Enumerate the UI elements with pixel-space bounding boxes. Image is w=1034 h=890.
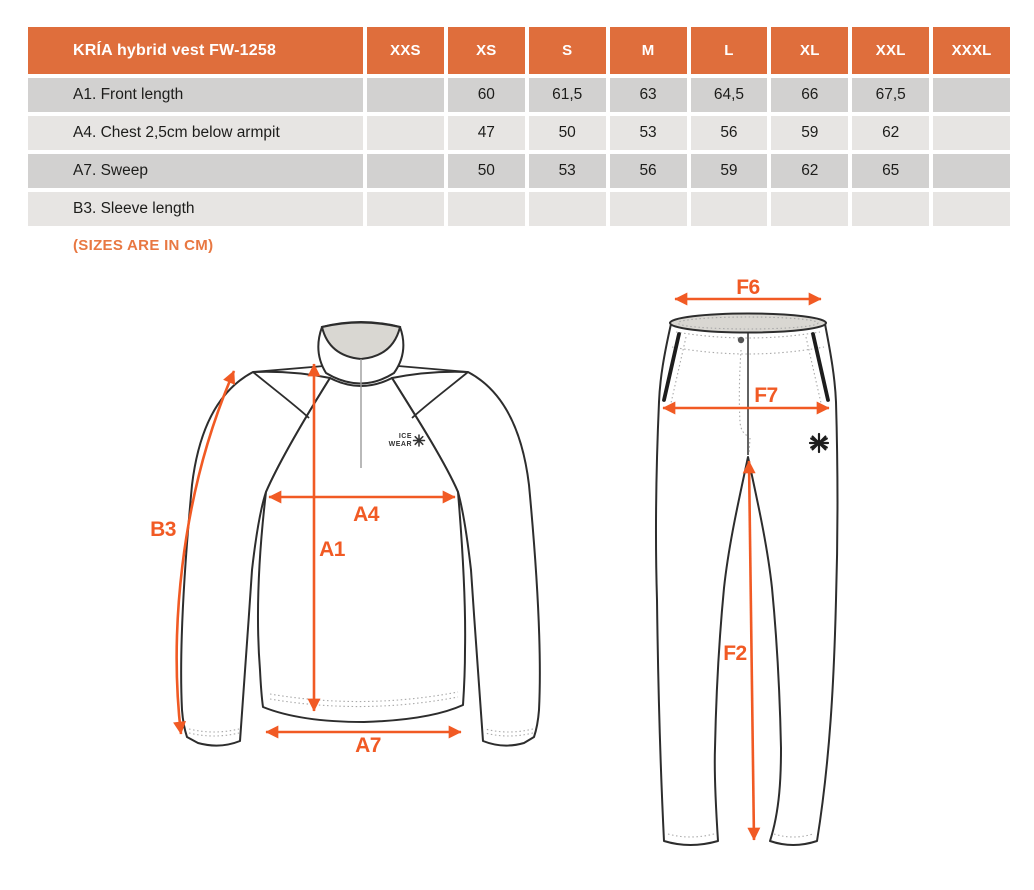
size-value-cell: [933, 154, 1010, 188]
size-value-cell: 60: [448, 78, 525, 112]
pants-drawing: [656, 276, 838, 845]
size-value-cell: [933, 192, 1010, 226]
size-column-header-xxl: XXL: [852, 27, 929, 74]
a4-label: A4: [353, 503, 379, 526]
f7-label: F7: [754, 384, 778, 407]
size-value-cell: [367, 154, 444, 188]
size-value-cell: [691, 192, 768, 226]
right-shoulder-seam: [398, 366, 468, 372]
size-value-cell: 61,5: [529, 78, 606, 112]
size-column-header-l: L: [691, 27, 768, 74]
size-value-cell: [367, 192, 444, 226]
snowflake-logo: [810, 434, 828, 452]
size-value-cell: [367, 78, 444, 112]
size-column-header-xl: XL: [771, 27, 848, 74]
size-value-cell: 62: [771, 154, 848, 188]
waist-button: [738, 337, 744, 343]
size-column-header-m: M: [610, 27, 687, 74]
row-label: B3. Sleeve length: [28, 192, 363, 226]
size-value-cell: [610, 192, 687, 226]
size-value-cell: 50: [529, 116, 606, 150]
size-value-cell: [529, 192, 606, 226]
units-note: (SIZES ARE IN CM): [73, 237, 214, 254]
top-garment-drawing: [150, 322, 540, 757]
row-label: A7. Sweep: [28, 154, 363, 188]
size-column-header-xxs: XXS: [367, 27, 444, 74]
logo-text-wear: WEAR: [388, 441, 412, 448]
size-column-header-s: S: [529, 27, 606, 74]
size-value-cell: 50: [448, 154, 525, 188]
size-value-cell: [771, 192, 848, 226]
size-column-header-xs: XS: [448, 27, 525, 74]
size-value-cell: 62: [852, 116, 929, 150]
size-table: [28, 27, 1010, 226]
b3-label: B3: [150, 518, 176, 541]
size-value-cell: 65: [852, 154, 929, 188]
size-value-cell: 67,5: [852, 78, 929, 112]
size-column-header-xxxl: XXXL: [933, 27, 1010, 74]
row-label: A4. Chest 2,5cm below armpit: [28, 116, 363, 150]
table-title: KRÍA hybrid vest FW-1258: [28, 27, 363, 74]
logo-text-ice: ICE: [398, 433, 412, 440]
size-value-cell: 63: [610, 78, 687, 112]
measurement-diagrams: [0, 270, 1034, 890]
size-value-cell: 56: [610, 154, 687, 188]
snowflake-icon: [414, 435, 425, 446]
size-value-cell: 53: [529, 154, 606, 188]
size-value-cell: 59: [771, 116, 848, 150]
pants-silhouette: [656, 324, 838, 845]
size-value-cell: [367, 116, 444, 150]
size-value-cell: [933, 78, 1010, 112]
size-value-cell: 59: [691, 154, 768, 188]
row-label: A1. Front length: [28, 78, 363, 112]
size-value-cell: 66: [771, 78, 848, 112]
size-value-cell: [448, 192, 525, 226]
a1-label: A1: [319, 538, 345, 561]
f6-label: F6: [736, 276, 760, 299]
size-value-cell: [852, 192, 929, 226]
waist-opening: [670, 314, 826, 333]
f2-label: F2: [723, 642, 747, 665]
size-value-cell: [933, 116, 1010, 150]
a7-label: A7: [355, 734, 381, 757]
size-value-cell: 53: [610, 116, 687, 150]
size-value-cell: 64,5: [691, 78, 768, 112]
size-value-cell: 47: [448, 116, 525, 150]
f2-arrow: [749, 461, 754, 840]
size-value-cell: 56: [691, 116, 768, 150]
